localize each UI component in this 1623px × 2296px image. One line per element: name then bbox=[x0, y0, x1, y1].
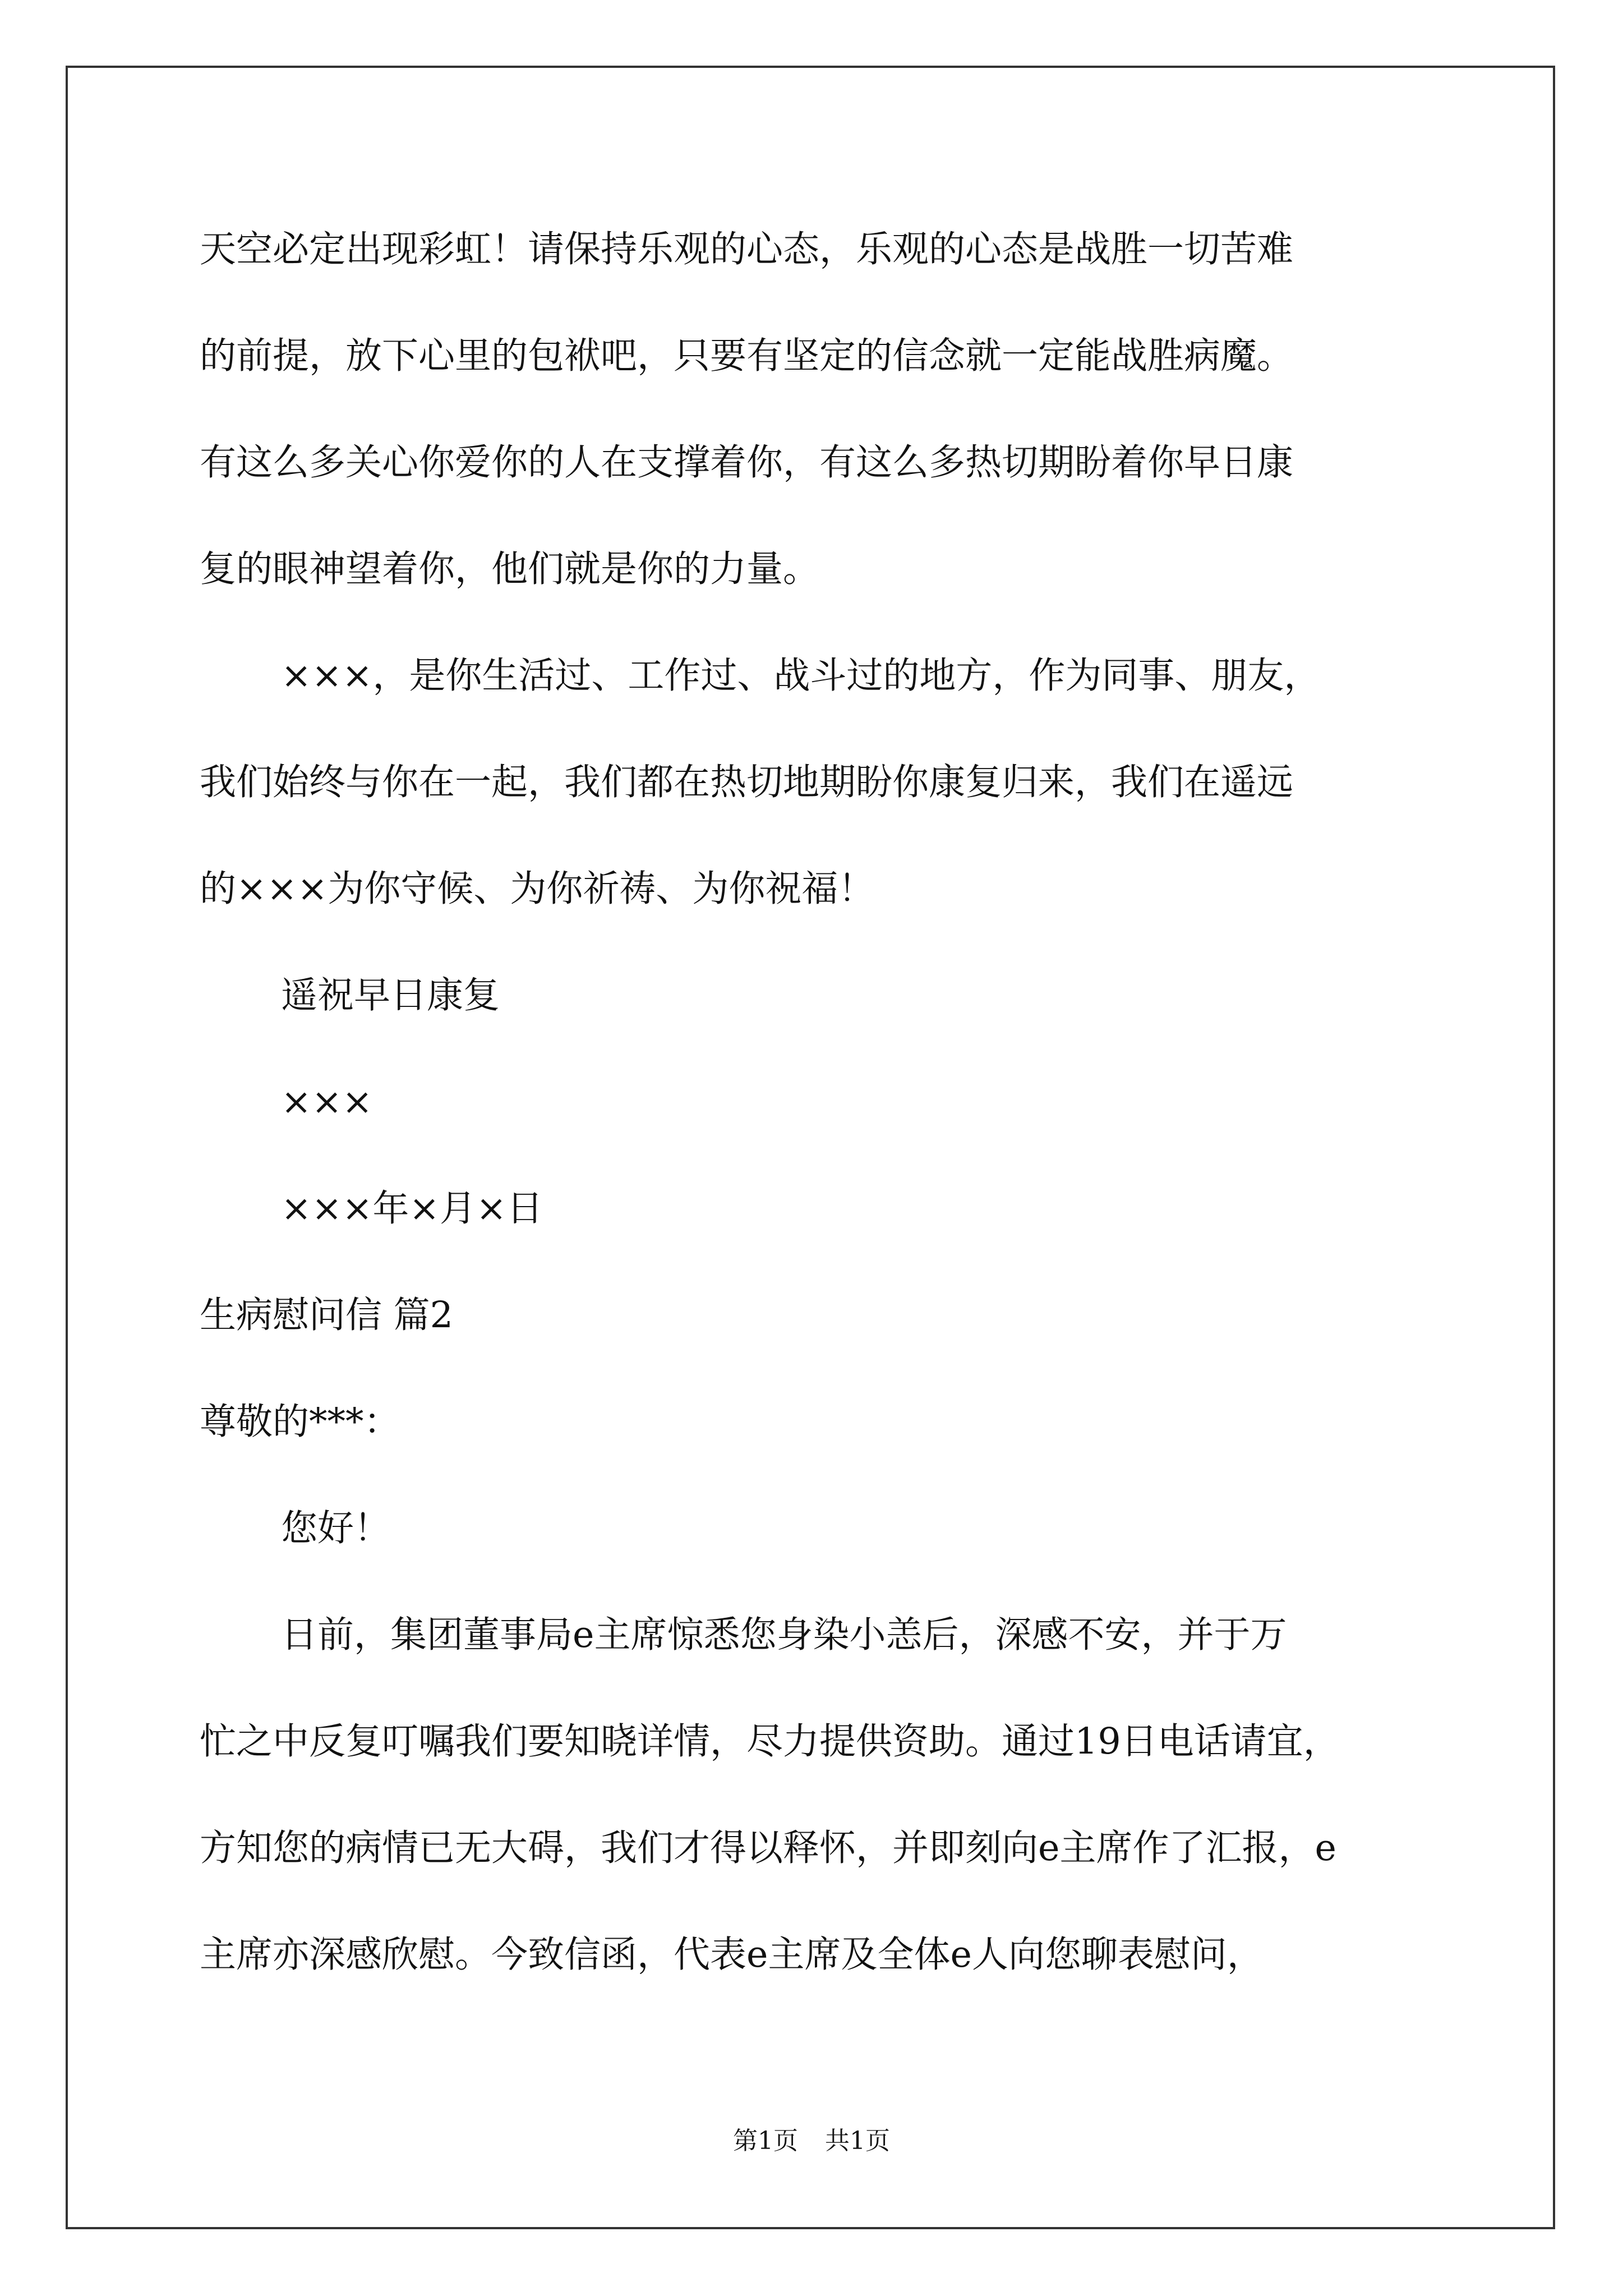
signature: ××× bbox=[281, 1081, 373, 1123]
page-number: 第1页 bbox=[733, 2127, 798, 2155]
closing-wish: 遥祝早日康复 bbox=[281, 974, 500, 1016]
text-line: 复的眼神望着你，他们就是你的力量。 bbox=[200, 548, 820, 590]
greeting: 您好！ bbox=[281, 1507, 391, 1549]
text-line: 日前，集团董事局e主席惊悉您身染小恙后，深感不安，并于万 bbox=[281, 1614, 1287, 1656]
text-line: 天空必定出现彩虹！请保持乐观的心态，乐观的心态是战胜一切苦难 bbox=[200, 228, 1294, 270]
page-footer bbox=[0, 2124, 1623, 2158]
section-heading: 生病慰问信 篇2 bbox=[200, 1294, 454, 1336]
total-pages: 共1页 bbox=[825, 2127, 890, 2155]
text-line: 我们始终与你在一起，我们都在热切地期盼你康复归来，我们在遥远 bbox=[200, 761, 1294, 803]
text-line: 有这么多关心你爱你的人在支撑着你，有这么多热切期盼着你早日康 bbox=[200, 441, 1294, 484]
text-line: 方知您的病情已无大碍，我们才得以释怀，并即刻向e主席作了汇报，e bbox=[200, 1827, 1336, 1869]
letter-body bbox=[200, 222, 1506, 2033]
text-line: 忙之中反复叮嘱我们要知晓详情，尽力提供资助。通过19日电话请宜， bbox=[200, 1720, 1340, 1763]
date-line: ×××年×月×日 bbox=[281, 1188, 543, 1230]
text-line: 的×××为你守候、为你祈祷、为你祝福！ bbox=[200, 868, 875, 910]
text-line: 的前提，放下心里的包袱吧，只要有坚定的信念就一定能战胜病魔。 bbox=[200, 335, 1294, 377]
text-line: ×××，是你生活过、工作过、战斗过的地方，作为同事、朋友， bbox=[281, 655, 1321, 697]
text-line: 主席亦深感欣慰。今致信函，代表e主席及全体e人向您聊表慰问， bbox=[200, 1934, 1264, 1976]
salutation: 尊敬的***： bbox=[200, 1401, 400, 1443]
